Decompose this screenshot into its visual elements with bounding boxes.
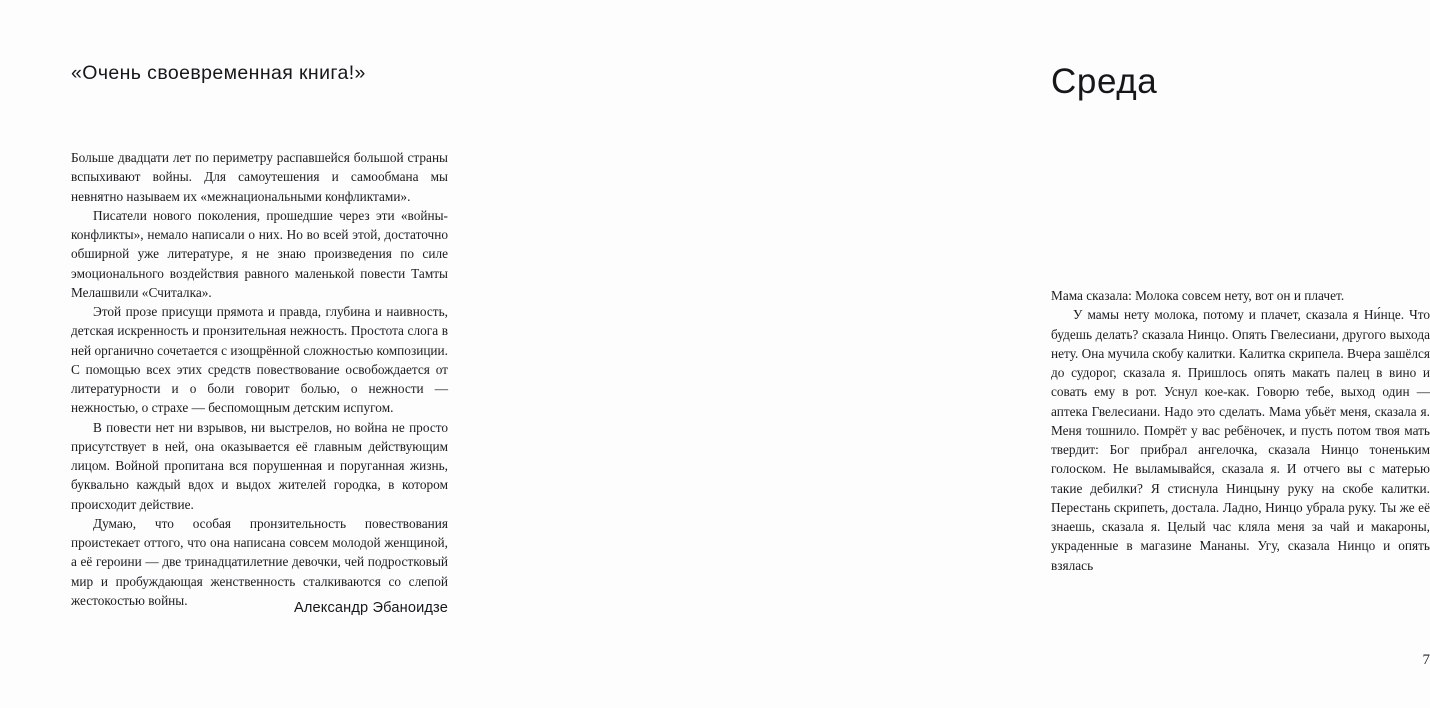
chapter-title: Среда xyxy=(1051,62,1158,101)
right-page xyxy=(500,0,1430,708)
paragraph: У мамы нету молока, потому и плачет, сказала я Ни́нце. Что будешь делать? сказала Нинцо. Опять Гвелесиани, другого выхода нету. Она мучила скобу калитки. Калитка скрипела. Вчера зашёлся до судорог, сказала я. Пришлось опять макать палец в вино и совать ему в рот. Уснул кое-как. Говорю тебе, выход один — аптека Гвелесиани. Надо это сделать. Мама убьёт меня, сказала я. Меня тошнило. Помрёт у вас ребёночек, и пусть потом твоя мать твердит: Бог прибрал ангелочка, сказала Нинцо тоненьким голоском. Не выламывайся, сказала я. И отчего вы с матерью такие дебилки? Я стиснула Нинцыну руку на скобе калитки. Перестань скрипеть, достала. Ладно, Нинцо убрала руку. Ты же её знаешь, сказала я. Целый час кляла меня за чай и макароны, украденные в магазине Мананы. Угу, сказала Нинцо и опять взялась xyxy=(1051,307,1430,573)
left-page-heading: «Очень своевременная книга!» xyxy=(71,62,366,84)
paragraph: Больше двадцати лет по периметру распавшейся большой страны вспыхивают войны. Для самоутешения и самообмана мы невнятно называем их «межнациональными конфликтами». xyxy=(71,150,448,204)
paragraph: Думаю, что особая пронзительность повествования проистекает оттого, что она написана совсем молодой женщиной, а её героини — две тринадцатилетние девочки, чей подростковый мир и пробуждающая женственность сталкиваются со слепой жестокостью войны. xyxy=(71,515,448,608)
paragraph: В повести нет ни взрывов, ни выстрелов, но война не просто присутствует в ней, она оказывается её главным действующим лицом. Войной пропитана вся порушенная и поруганная жизнь, буквально каждый вдох и выдох жителей городка, в котором происходит действие. xyxy=(71,419,448,512)
paragraph: Мама сказала: Молока совсем нету, вот он и плачет. xyxy=(1051,288,1345,303)
right-page-body xyxy=(1051,286,1430,575)
left-page-body xyxy=(71,148,448,610)
author-attribution: Александр Эбаноидзе xyxy=(293,600,448,616)
paragraph: Этой прозе присущи прямота и правда, глубина и наивность, детская искренность и пронзительная нежность. Простота слога в ней органично сочетается с изощрённой сложностью композиции. С помощью всех этих средств повествование освобождается от литературности и о боли говорит болью, о нежности — нежностью, о страхе — беспомощным детским испугом. xyxy=(71,304,448,416)
paragraph: Писатели нового поколения, прошедшие через эти «войны-конфликты», немало написали о них. Но во всей этой, достаточно обширной уже литературе, я не знаю произведения по силе эмоционального воздействия равного маленькой повести Тамты Мелашвили «Считалка». xyxy=(71,207,448,300)
page-number: 7 xyxy=(1422,652,1430,668)
left-page xyxy=(0,0,500,708)
